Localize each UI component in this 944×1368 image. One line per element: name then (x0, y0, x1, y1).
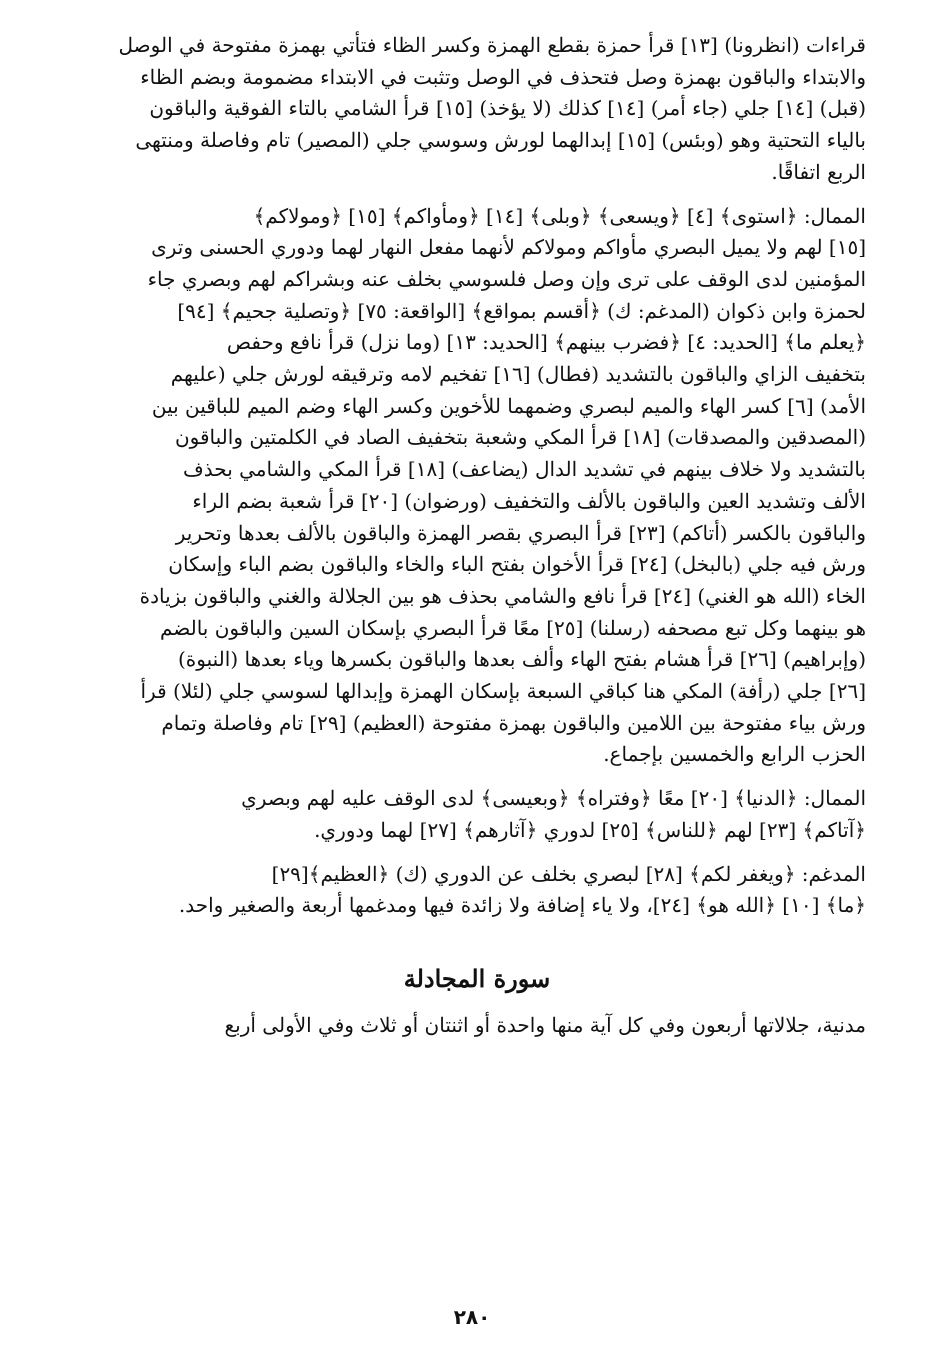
text-line: المدغم: ﴿ويغفر لكم﴾ [٢٨] لبصري بخلف عن الدوري (ك) ﴿العظيم﴾[٢٩] (271, 861, 866, 886)
text-line: المؤمنين لدى الوقف على ترى وإن وصل فلسوسي بخلف عنه وبشراكم لهم وبصري جاء (147, 266, 866, 291)
text-line: الممال: ﴿استوى﴾ [٤] ﴿ويسعى﴾ ﴿وبلى﴾ [١٤] ﴿ومأواكم﴾ [١٥] ﴿ومولاكم﴾ (253, 203, 866, 228)
text-line: ﴿يعلم ما﴾ [الحديد: ٤] ﴿فضرب بينهم﴾ [الحديد: ١٣] (وما نزل) قرأ نافع وحفص (226, 330, 866, 355)
spacer (88, 847, 866, 859)
spacer (88, 922, 866, 962)
text-line: مدنية، جلالاتها أربعون وفي كل آية منها واحدة أو اثنتان أو ثلاث وفي الأولى أربع (224, 1012, 866, 1037)
text-line: الخاء (الله هو الغني) [٢٤] قرأ نافع والشامي بحذف هو بين الجلالة والغني والباقون بزيادة (139, 583, 866, 608)
text-line: الحزب الرابع والخمسين بإجماع. (603, 742, 866, 767)
text-line: ورش بياء مفتوحة بين اللامين والباقون بهمزة مفتوحة (العظيم) [٢٩] تام وفاصلة وتمام (161, 710, 866, 735)
surah-heading: سورة المجادلة (403, 963, 551, 993)
page-body (88, 30, 866, 1042)
paragraph-p3 (88, 783, 866, 846)
text-line: الأمد) [٦] كسر الهاء والميم لبصري وضمهما للأخوين وكسر الهاء وضم الميم للباقين بين (151, 393, 866, 418)
text-line: بتخفيف الزاي والباقون بالتشديد (فطال) [١٦] تفخيم لامه وترقيقه لورش جلي (عليهم (170, 362, 866, 387)
paragraph-surah-intro (88, 1010, 866, 1042)
text-line: قراءات (انظرونا) [١٣] قرأ حمزة بقطع الهمزة وكسر الظاء فتأتي بهمزة مفتوحة في الوصل (118, 33, 866, 57)
text-line: الربع اتفاقًا. (771, 159, 866, 184)
text-line: (وإبراهيم) [٢٦] قرأ هشام بفتح الهاء وألف بعدها والباقون بكسرها وياء بعدها (النبوة) (178, 647, 866, 672)
text-line: الممال: ﴿الدنيا﴾ [٢٠] معًا ﴿وفتراه﴾ ﴿وبعيسى﴾ لدى الوقف عليه لهم وبصري (241, 786, 866, 811)
text-line: والابتداء والباقون بهمزة وصل فتحذف في الوصل وتثبت في الابتداء مضمومة وبضم الظاء (140, 64, 866, 89)
spacer (88, 189, 866, 201)
spacer (88, 996, 866, 1010)
text-line: ﴿آتاكم﴾ [٢٣] لهم ﴿للناس﴾ [٢٥] لدوري ﴿آثارهم﴾ [٢٧] لهما ودوري. (314, 817, 866, 842)
text-line: والباقون بالكسر (أتاكم) [٢٣] قرأ البصري بقصر الهمزة والباقون بالألف بعدها وتحرير (175, 520, 866, 545)
text-line: بالياء التحتية وهو (وبئس) [١٥] إبدالهما لورش وسوسي جلي (المصير) تام وفاصلة ومنتهى (135, 128, 866, 153)
text-line: ﴿ما﴾ [١٠] ﴿الله هو﴾ [٢٤]، ولا ياء إضافة ولا زائدة فيها ومدغمها أربعة والصغير واحد. (178, 893, 866, 918)
spacer (88, 771, 866, 783)
text-line: ورش فيه جلي (بالبخل) [٢٤] قرأ الأخوان بفتح الباء والخاء والباقون بضم الباء وإسكان (168, 552, 866, 577)
text-line: [٢٦] جلي (رأفة) المكي هنا كباقي السبعة بإسكان الهمزة وإبدالها لسوسي جلي (لئلا) قرأ (140, 679, 866, 704)
text-line: (قبل) [١٤] جلي (جاء أمر) [١٤] كذلك (لا يؤخذ) [١٥] قرأ الشامي بالتاء الفوقية والباقون (149, 96, 866, 121)
text-line: [١٥] لهم ولا يميل البصري مأواكم ومولاكم لأنهما مفعل النهار لهما ودوري الحسنى وترى (151, 235, 866, 260)
text-line: بالتشديد ولا خلاف بينهم في تشديد الدال (يضاعف) [١٨] قرأ المكي والشامي بحذف (183, 457, 866, 482)
page-number: ٢٨٠ (453, 1305, 491, 1329)
text-line: الألف وتشديد العين والباقون بالألف والتخفيف (ورضوان) [٢٠] قرأ شعبة بضم الراء (192, 488, 866, 513)
text-line: هو بينهما وكل تبع مصحفه (رسلنا) [٢٥] معًا قرأ البصري بإسكان السين والباقون بالضم (159, 615, 866, 640)
text-line: لحمزة وابن ذكوان (المدغم: ك) ﴿أقسم بمواقع﴾ [الواقعة: ٧٥] ﴿وتصلية جحيم﴾ [٩٤] (177, 298, 866, 323)
paragraph-p2 (88, 201, 866, 772)
text-line: (المصدقين والمصدقات) [١٨] قرأ المكي وشعبة بتخفيف الصاد في الكلمتين والباقون (174, 425, 866, 450)
paragraph-p4 (88, 859, 866, 922)
paragraph-readings (88, 30, 866, 189)
paragraph-p1 (88, 30, 866, 189)
